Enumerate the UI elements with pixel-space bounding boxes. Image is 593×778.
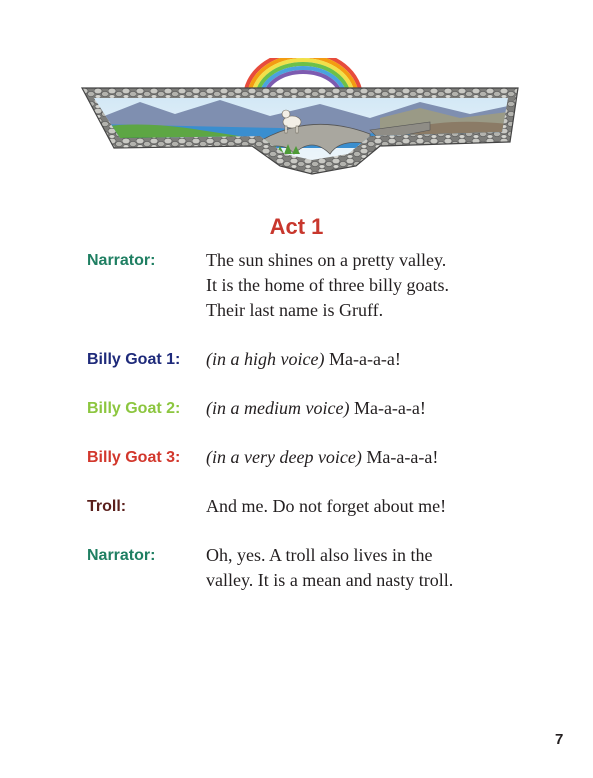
speech-line: Ma-a-a-a!	[361, 447, 439, 467]
script-line	[87, 347, 557, 372]
stage-direction: (in a high voice)	[206, 349, 325, 369]
speaker-name: Billy Goat 2:	[87, 400, 181, 417]
speech-line: It is the home of three billy goats.	[206, 275, 449, 295]
script-line	[87, 494, 557, 519]
speech-text	[206, 494, 446, 519]
stone-bridge-rainbow-illustration	[80, 58, 520, 190]
speech-text	[206, 248, 449, 323]
page-number: 7	[555, 731, 564, 748]
speech-line: Their last name is Gruff.	[206, 300, 384, 320]
speech-line: valley. It is a mean and nasty troll.	[206, 570, 454, 590]
script-line	[87, 445, 557, 470]
speech-line: The sun shines on a pretty valley.	[206, 250, 447, 270]
speech-text	[206, 396, 426, 421]
script-line	[87, 248, 557, 323]
speech-line: Oh, yes. A troll also lives in the	[206, 545, 433, 565]
stage-direction: (in a medium voice)	[206, 398, 350, 418]
speech-line: Ma-a-a-a!	[324, 349, 401, 369]
act-title: Act 1	[269, 214, 324, 239]
speech-text	[206, 445, 438, 470]
script-line	[87, 543, 557, 593]
speaker-name: Troll:	[87, 498, 127, 515]
stage-direction: (in a very deep voice)	[206, 447, 362, 467]
script-line	[87, 396, 557, 421]
script-body	[87, 248, 557, 617]
speech-text	[206, 543, 453, 593]
speech-line: And me. Do not forget about me!	[206, 496, 447, 516]
speaker-name: Billy Goat 3:	[87, 449, 181, 466]
speaker-name: Narrator:	[87, 252, 156, 269]
speech-line: Ma-a-a-a!	[349, 398, 426, 418]
speaker-name: Billy Goat 1:	[87, 351, 181, 368]
speech-text	[206, 347, 401, 372]
speaker-name: Narrator:	[87, 547, 156, 564]
